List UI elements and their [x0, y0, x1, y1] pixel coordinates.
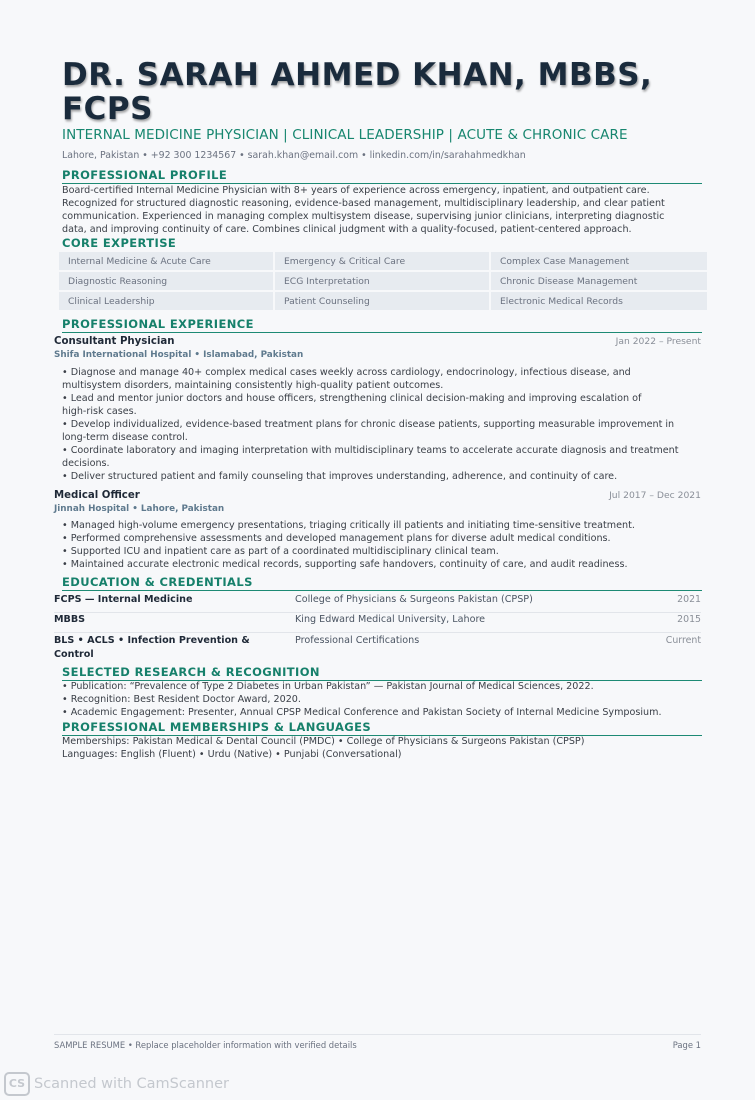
job-organization: Shifa International Hospital • Islamabad, Pakistan [54, 350, 304, 360]
expertise-item: Complex Case Management [490, 251, 708, 271]
footer-note: SAMPLE RESUME • Replace placeholder information with verified details [54, 1040, 357, 1050]
expertise-item: Emergency & Critical Care [274, 251, 490, 271]
research-item: • Academic Engagement: Presenter, Annual CPSP Medical Conference and Pakistan Society of Internal Medicine Symposium. [62, 707, 662, 718]
education-year: 2015 [677, 614, 701, 625]
expertise-item: Clinical Leadership [58, 291, 274, 311]
job-date: Jan 2022 – Present [615, 336, 701, 347]
research-list [62, 680, 692, 719]
job-bullets [62, 519, 694, 571]
job-bullet: decisions. [62, 458, 110, 469]
education-year: 2021 [677, 594, 701, 605]
job-bullet: • Lead and mentor junior doctors and house officers, strengthening clinical decision-making and improving escalation of [62, 393, 642, 404]
job-bullet: • Supported ICU and inpatient care as part of a coordinated multidisciplinary clinical team. [62, 546, 499, 557]
education-heading: EDUCATION & CREDENTIALS [62, 575, 702, 591]
job-organization: Jinnah Hospital • Lahore, Pakistan [54, 504, 225, 514]
expertise-item: Electronic Medical Records [490, 291, 708, 311]
job-title: Medical Officer [54, 490, 140, 501]
education-row [54, 593, 701, 613]
experience-heading: PROFESSIONAL EXPERIENCE [62, 317, 702, 333]
expertise-item: ECG Interpretation [274, 271, 490, 291]
profile-text [62, 184, 692, 236]
contact-info: Lahore, Pakistan • +92 300 1234567 • sarah.khan@email.com • linkedin.com/in/sarahahmedkhan [62, 150, 526, 161]
education-institution: King Edward Medical University, Lahore [295, 614, 486, 625]
job-title: Consultant Physician [54, 336, 175, 347]
education-year: Current [665, 635, 701, 646]
profile-line: data, and improving continuity of care. Combines clinical judgment with a quality-focused, patient-centered approach. [62, 224, 632, 235]
profile-line: Recognized for structured diagnostic reasoning, evidence-based management, multidisciplinary leadership, and clear patient [62, 198, 665, 209]
expertise-heading: CORE EXPERTISE [62, 236, 702, 252]
job-bullet: • Coordinate laboratory and imaging interpretation with multidisciplinary teams to accelerate accurate diagnosis and treatment [62, 445, 679, 456]
education-row [54, 634, 701, 662]
job-bullet: • Diagnose and manage 40+ complex medical cases weekly across cardiology, endocrinology, infectious disease, and [62, 367, 631, 378]
job-bullets [62, 366, 694, 483]
profile-line: communication. Experienced in managing complex multisystem disease, supervising junior clinicians, interpreting diagnostic [62, 211, 665, 222]
languages-line: Languages: English (Fluent) • Urdu (Native) • Punjabi (Conversational) [62, 749, 402, 760]
candidate-tagline: INTERNAL MEDICINE PHYSICIAN | CLINICAL LEADERSHIP | ACUTE & CHRONIC CARE [62, 127, 628, 143]
job-bullet: • Managed high-volume emergency presentations, triaging critically ill patients and initiating time-sensitive treatment. [62, 520, 635, 531]
profile-line: Board-certified Internal Medicine Physician with 8+ years of experience across emergency, inpatient, and outpatient care. [62, 185, 650, 196]
expertise-item: Patient Counseling [274, 291, 490, 311]
job-bullet: long-term disease control. [62, 432, 188, 443]
camscanner-logo-icon: CS [4, 1072, 30, 1096]
expertise-item: Internal Medicine & Acute Care [58, 251, 274, 271]
profile-heading: PROFESSIONAL PROFILE [62, 168, 702, 184]
memberships-list [62, 735, 692, 761]
footer-divider [54, 1034, 701, 1035]
education-institution: College of Physicians & Surgeons Pakistan (CPSP) [295, 594, 533, 605]
job-bullet: • Deliver structured patient and family counseling that improves understanding, adherence, and continuity of care. [62, 471, 618, 482]
page-number: Page 1 [672, 1040, 701, 1050]
memberships-heading: PROFESSIONAL MEMBERSHIPS & LANGUAGES [62, 720, 702, 736]
job-bullet: • Develop individualized, evidence-based treatment plans for chronic disease patients, supporting measurable improvement in [62, 419, 675, 430]
education-institution: Professional Certifications [295, 635, 420, 646]
research-item: • Recognition: Best Resident Doctor Award, 2020. [62, 694, 301, 705]
education-degree: MBBS [54, 614, 86, 625]
expertise-grid [58, 251, 708, 311]
expertise-item: Diagnostic Reasoning [58, 271, 274, 291]
education-row [54, 613, 701, 633]
education-degree: BLS • ACLS • Infection Prevention & Control [54, 635, 250, 660]
candidate-name: DR. SARAH AHMED KHAN, MBBS, FCPS [62, 57, 653, 127]
job-bullet: • Performed comprehensive assessments and developed management plans for diverse adult medical conditions. [62, 533, 611, 544]
scanner-watermark [4, 1072, 229, 1096]
memberships-line: Memberships: Pakistan Medical & Dental Council (PMDC) • College of Physicians & Surgeons Pakistan (CPSP) [62, 736, 585, 747]
watermark-text: Scanned with CamScanner [34, 1076, 230, 1092]
education-degree: FCPS — Internal Medicine [54, 594, 193, 605]
research-item: • Publication: “Prevalence of Type 2 Diabetes in Urban Pakistan” — Pakistan Journal of Medical Sciences, 2022. [62, 681, 594, 692]
job-bullet: multisystem disorders, maintaining consistently high-quality patient outcomes. [62, 380, 444, 391]
job-bullet: • Maintained accurate electronic medical records, supporting safe handovers, continuity of care, and audit readiness. [62, 559, 628, 570]
research-heading: SELECTED RESEARCH & RECOGNITION [62, 665, 702, 681]
job-bullet: high-risk cases. [62, 406, 137, 417]
expertise-item: Chronic Disease Management [490, 271, 708, 291]
job-date: Jul 2017 – Dec 2021 [609, 490, 701, 501]
